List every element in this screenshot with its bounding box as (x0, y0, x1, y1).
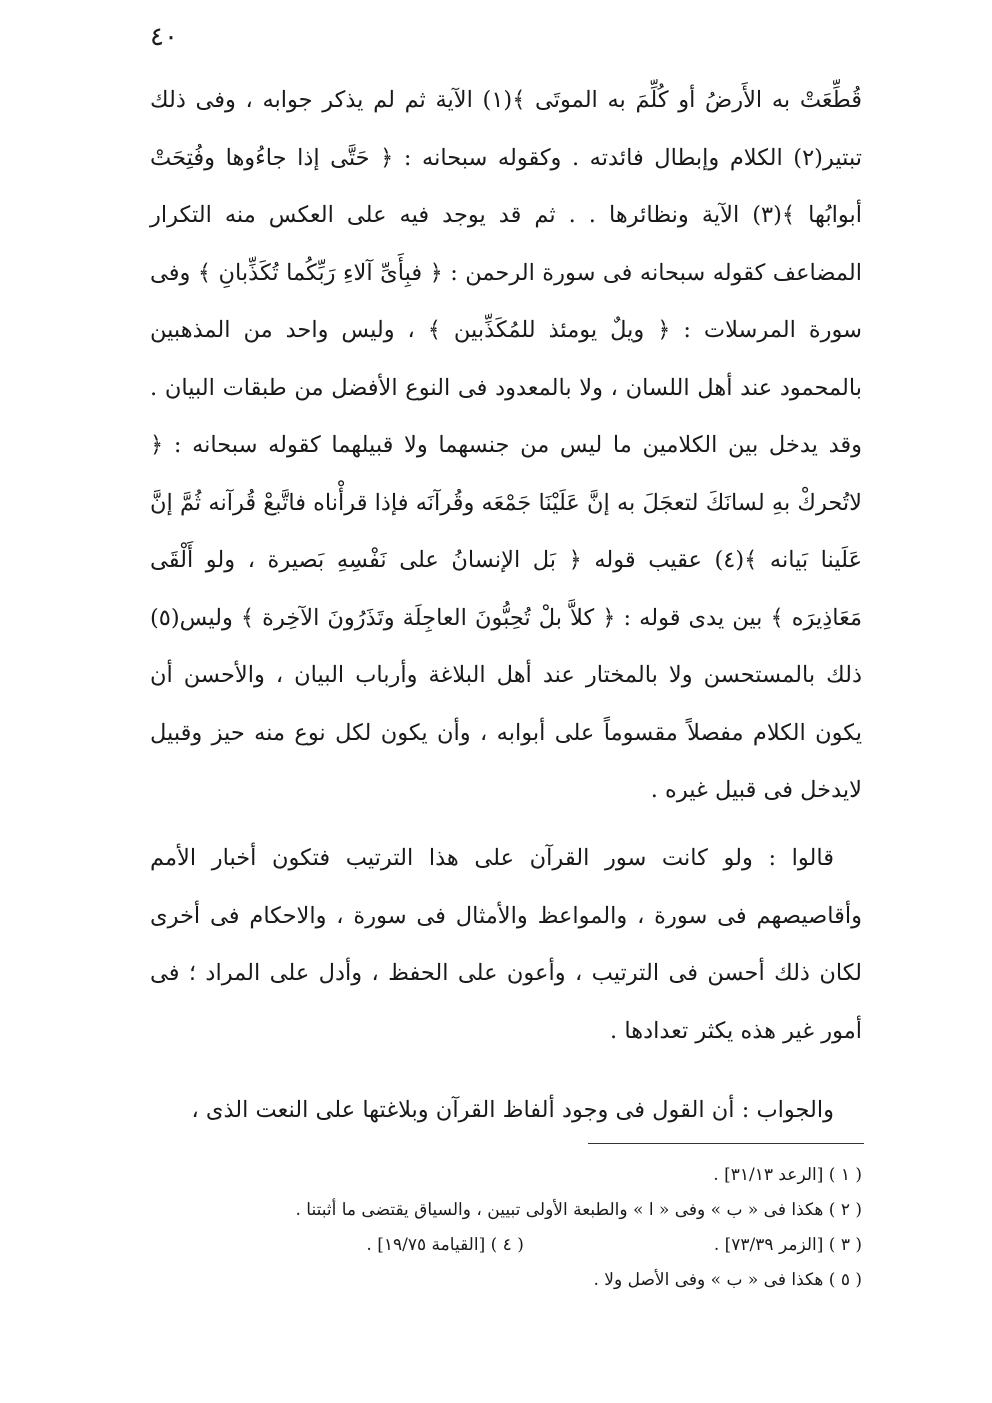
paragraph-2: قالوا : ولو كانت سور القرآن على هذا الترتيب فتكون أخبار الأمم وأقاصيصهم فى سورة ، والمواعظ والأمثال فى سورة ، والاحكام فى أخرى لكان ذلك أحسن فى الترتيب ، وأعون على الحفظ ، وأدل على المراد ؛ فى أمور غير هذه يكثر تعدادها . (150, 845, 862, 1044)
footnote-5: ( ٥ ) هكذا فى « ب » وفى الأصل ولا . (593, 1270, 862, 1290)
paragraph-1: قُطِّعَتْ به الأَرضُ أو كُلِّمَ به الموتَى ﴾(١) الآية ثم لم يذكر جوابه ، وفى ذلك تبتير(٢) الكلام وإبطال فائدته . وكقوله سبحانه : ﴿ حَتَّى إذا جاءُوها وفُتِحَتْ أبوابُها ﴾(٣) الآية ونظائرها . . ثم قد يوجد فيه على العكس منه التكرار المضاعف كقوله سبحانه فى سورة الرحمن : ﴿ فبِأَىِّ آلاءِ رَبِّكُما تُكَذِّبانِ ﴾ وفى سورة المرسلات : ﴿ ويلٌ يومئذ للمُكَذِّبين ﴾ ، وليس واحد من المذهبين بالمحمود عند أهل اللسان ، ولا بالمعدود فى النوع الأفضل من طبقات البيان . وقد يدخل بين الكلامين ما ليس من جنسهما ولا قبيلهما كقوله سبحانه : ﴿ لاتُحركْ بهِ لسانَكَ لتعجَلَ به إنَّ عَلَيْنَا جَمْعَه وقُرآنَه فإذا قرأْناه فاتَّبعْ قُرآنه ثُمَّ إنَّ عَلَينا بَيانه ﴾(٤) عقيب قوله ﴿ بَل الإنسانُ على نَفْسِهِ بَصيرة ، ولو أَلْقَى مَعَاذِيرَه ﴾ بين يدى قوله : ﴿ كلاَّ بلْ تُحِبُّونَ العاجِلَة وتَذَرُونَ الآخِرة ﴾ وليس(٥) ذلك بالمستحسن ولا بالمختار عند أهل البلاغة وأرباب البيان ، والأحسن أن يكون الكلام مفصلاً مقسوماً على أبوابه ، وأن يكون لكل نوع منه حيز وقبيل لايدخل فى قبيل غيره . (150, 87, 862, 803)
footnote-3: ( ٣ ) [الزمر ٧٣/٣٩] . (713, 1235, 862, 1255)
footnote-row-3-4 (150, 1228, 862, 1263)
footnote-2: ( ٢ ) هكذا فى « ب » وفى « ا » والطبعة الأولى تبيين ، والسياق يقتضى ما أثبتنا . (295, 1200, 862, 1220)
paragraph-3: والجواب : أن القول فى وجود ألفاظ القرآن وبلاغتها على النعت الذى ، (191, 1097, 834, 1123)
footnote-4: ( ٤ ) [القيامة ١٩/٧٥] . (366, 1235, 524, 1255)
footnotes (150, 1158, 862, 1298)
page-number: ٤٠ (150, 22, 178, 52)
footnote-1: ( ١ ) [الرعد ٣١/١٣] . (713, 1165, 862, 1185)
footnote-separator (588, 1143, 864, 1144)
main-text (150, 72, 862, 1123)
